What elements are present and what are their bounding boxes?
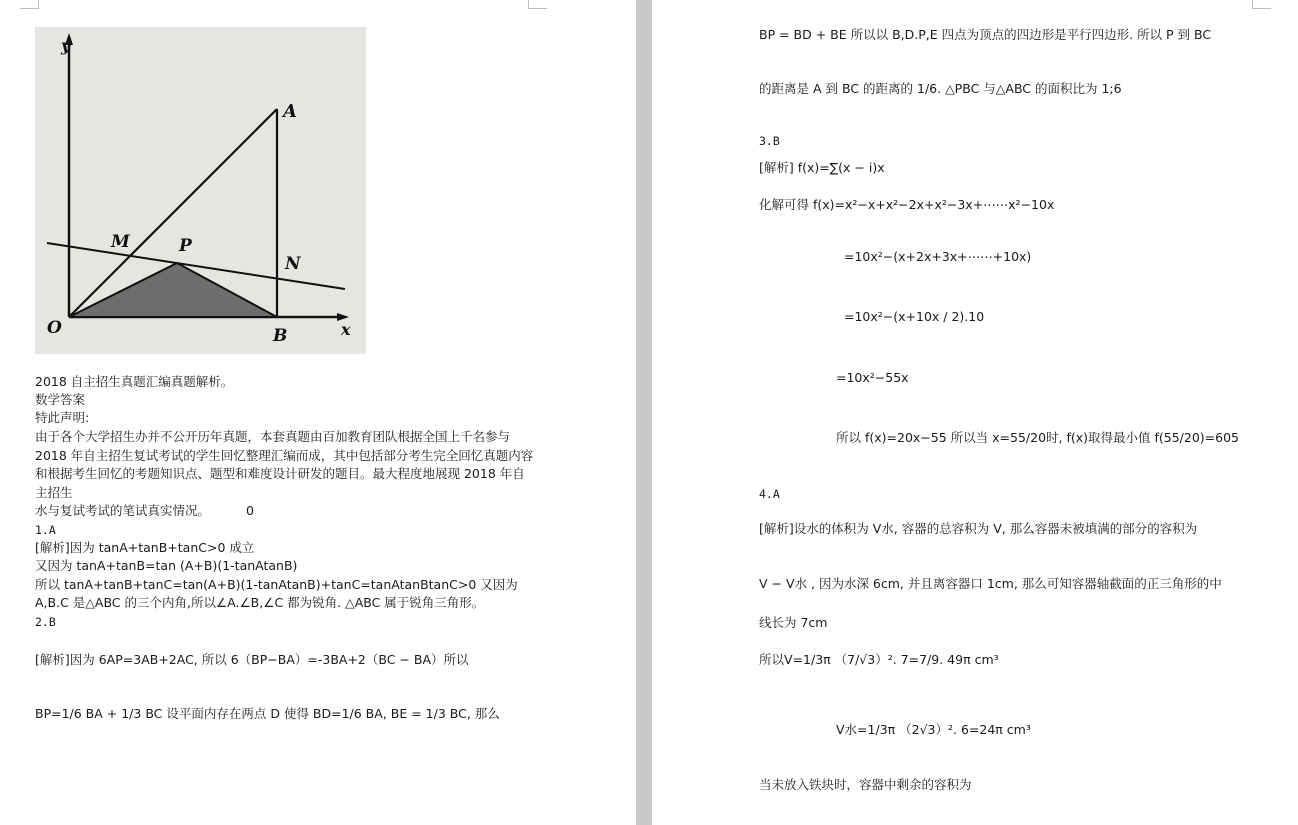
r-line-1: BP = BD + BE 所以以 B,D.P,E 四点为顶点的四边形是平行四边形. 所以 P 到 BC [759,27,1212,42]
q4-answer: 4.A [759,487,780,501]
q1-line-2: 又因为 tanA+tanB=tan (A+B)(1-tanAtanB) [35,558,298,573]
geometry-figure [35,27,366,354]
label-B: B [273,326,288,346]
q3-line-4: =10x²−(x+10x / 2).10 [844,309,985,324]
r-line-2: 的距离是 A 到 BC 的距离的 1/6. △PBC 与△ABC 的面积比为 1;6 [759,81,1122,96]
q1-line-1: [解析]因为 tanA+tanB+tanC>0 成立 [35,540,255,555]
q3-line-5: =10x²−55x [836,370,909,385]
q3-answer: 3.B [759,134,780,148]
q4-line-2: V − V水 , 因为水深 6cm, 并且离容器口 1cm, 那么可知容器轴截面的正三角形的中 [759,576,1222,591]
label-P: P [179,236,192,256]
page-gutter [636,0,652,825]
notice-end-mark: 0 [246,503,254,518]
notice-heading: 特此声明: [35,410,90,425]
doc-subtitle: 数学答案 [35,392,86,407]
q3-line-1: [解析] f(x)=∑(x − i)x [759,160,885,175]
label-x: x [341,320,351,339]
q3-line-6: 所以 f(x)=20x−55 所以当 x=55/20时, f(x)取得最小值 f(55/20)=605 [836,430,1240,445]
notice-end: 水与复试考试的笔试真实情况。 0 [35,503,254,518]
q1-answer: 1.A [35,523,56,537]
label-O: O [47,318,62,338]
q4-line-5: V水=1/3π （2√3）². 6=24π cm³ [836,722,1031,737]
q3-line-3: =10x²−(x+2x+3x+⋯⋯+10x) [844,249,1032,264]
label-M: M [111,232,130,252]
right-page [652,0,1298,825]
q4-line-1: [解析]设水的体积为 V水, 容器的总容积为 V, 那么容器未被填满的部分的容积为 [759,521,1198,536]
crop-mark [20,0,39,9]
label-A: A [283,101,297,122]
q2-line-2: BP=1/6 BA + 1/3 BC 设平面内存在两点 D 使得 BD=1/6 BA, BE = 1/3 BC, 那么 [35,706,500,721]
q4-line-4: 所以V=1/3π （7/√3）². 7=7/9. 49π cm³ [759,652,999,667]
q4-line-3: 线长为 7cm [759,615,828,630]
q1-line-4: A,B.C 是△ABC 的三个内角,所以∠A.∠B,∠C 都为锐角. △ABC 属于锐角三角形。 [35,595,485,610]
crop-mark [528,0,547,9]
doc-title: 2018 自主招生真题汇编真题解析。 [35,374,234,389]
q1-line-3: 所以 tanA+tanB+tanC=tan(A+B)(1-tanAtanB)+tanC=tanAtanBtanC>0 又因为 [35,577,518,592]
q4-line-6: 当未放入铁块时，容器中剩余的容积为 [759,777,972,792]
crop-mark [1252,0,1271,9]
label-N: N [285,254,301,274]
left-page [0,0,636,825]
q3-line-2: 化解可得 f(x)=x²−x+x²−2x+x²−3x+⋯⋯x²−10x [759,197,1055,212]
label-y: y [61,36,71,55]
notice-paragraph: 由于各个大学招生办并不公开历年真题，本套真题由百加教育团队根据全国上千名参与 2018 年自主招生复试考试的学生回忆整理汇编而成，其中包括部分考生完全回忆真题内容和根据考生回忆的考题知识点、题型和难度设计研发的题目。最大程度地展现 2018 年自主招生 [35,429,534,500]
q2-answer: 2.B [35,615,56,629]
q2-line-1: [解析]因为 6AP=3AB+2AC, 所以 6（BP−BA）=-3BA+2（BC − BA）所以 [35,652,469,667]
